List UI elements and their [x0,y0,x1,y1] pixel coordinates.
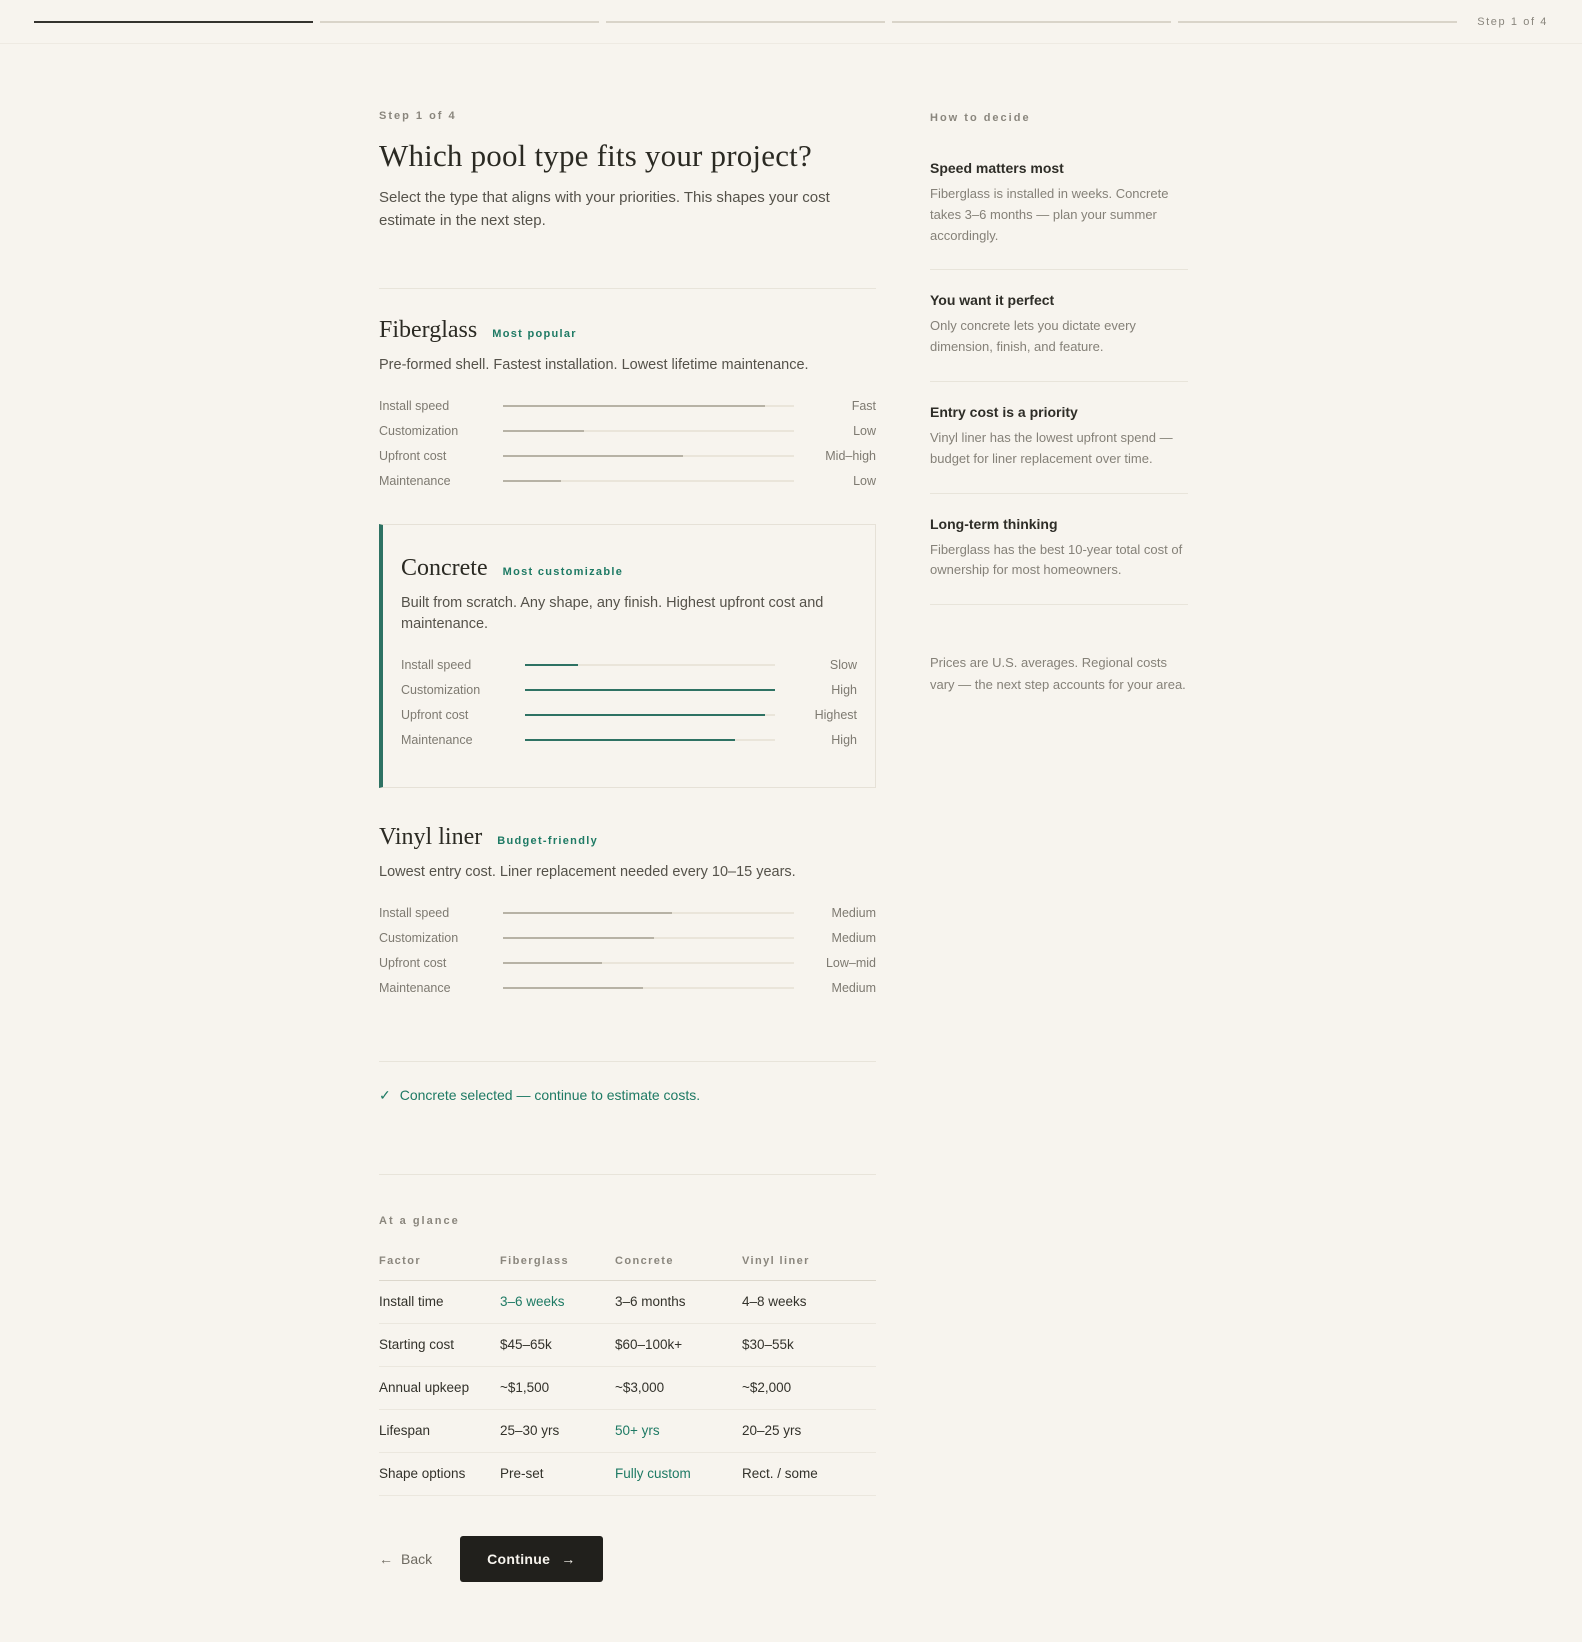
back-button-label: Back [401,1551,433,1568]
table-cell: ~$2,000 [742,1367,876,1410]
metric-value: Medium [831,981,876,996]
metric-track [503,455,794,457]
metric-row [379,449,876,463]
table-cell: $60–100k+ [615,1324,742,1367]
sidebar-tip-title: Long-term thinking [930,515,1058,532]
continue-arrow-icon: → [561,1551,576,1568]
selection-status [379,1061,876,1104]
metric-label: Upfront cost [379,956,447,971]
metric-row [379,931,876,945]
column-header-concrete: Concrete [615,1255,742,1281]
step-label: Step 1 of 4 [379,110,457,122]
metric-fill [503,405,765,407]
comparison-table [379,1255,876,1496]
how-to-decide-sidebar [930,110,1188,695]
top-progress-bar [0,0,1582,44]
metric-value: Low [853,474,876,489]
page-subtitle: Select the type that aligns with your priorities. This shapes your cost estimate in the next step. [379,189,830,229]
metric-row [379,424,876,438]
metric-label: Install speed [379,399,450,414]
metric-row [401,733,857,747]
table-cell-factor: Shape options [379,1453,500,1496]
option-header [379,317,876,344]
table-row [379,1453,876,1496]
metric-value: High [831,733,857,748]
table-cell: ~$1,500 [500,1367,615,1410]
sidebar-tip [930,494,1188,606]
metric-label: Customization [379,931,459,946]
metric-track [503,405,794,407]
metric-label: Maintenance [401,733,473,748]
metric-fill [525,689,775,691]
continue-button[interactable] [460,1536,602,1582]
sidebar-tip [930,138,1188,270]
metric-fill [525,739,735,741]
metric-value: Low [853,424,876,439]
pool-option-fiberglass[interactable] [379,288,876,488]
page-title: Which pool type fits your project? [379,138,812,173]
column-header-fiberglass: Fiberglass [500,1255,615,1281]
metric-track [525,714,775,716]
progress-segment [892,21,1171,23]
table-cell-factor: Annual upkeep [379,1367,500,1410]
progress-segment [606,21,885,23]
metric-fill [503,912,672,914]
metric-row [379,981,876,995]
column-header-factor: Factor [379,1255,500,1281]
sidebar-tip-title: Entry cost is a priority [930,403,1078,420]
sidebar-tip [930,270,1188,382]
option-metrics [379,906,876,995]
metric-row [379,474,876,488]
topbar-step-indicator: Step 1 of 4 [1477,15,1548,28]
table-cell: Fully custom [615,1453,742,1496]
progress-segment [320,21,599,23]
sidebar-tip-title: You want it perfect [930,292,1055,309]
table-cell: 3–6 months [615,1281,742,1324]
metric-fill [503,937,654,939]
wizard-actions [379,1536,876,1582]
option-title: Vinyl liner [379,824,483,851]
table-cell: $45–65k [500,1324,615,1367]
metric-fill [503,987,643,989]
table-row [379,1281,876,1324]
table-row [379,1410,876,1453]
check-icon: ✓ [379,1087,391,1104]
table-cell: 4–8 weeks [742,1281,876,1324]
metric-row [401,658,857,672]
metric-track [525,664,775,666]
metric-fill [525,714,765,716]
option-title: Concrete [401,555,488,582]
metric-fill [503,455,683,457]
metric-label: Install speed [401,658,472,673]
metric-row [401,708,857,722]
table-cell: $30–55k [742,1324,876,1367]
metric-row [379,956,876,970]
table-cell-factor: Lifespan [379,1410,500,1453]
table-cell: Pre-set [500,1453,615,1496]
table-cell: Rect. / some [742,1453,876,1496]
metric-value: Mid–high [825,449,876,464]
metric-track [503,987,794,989]
column-header-vinyl-liner: Vinyl liner [742,1255,876,1281]
table-body [379,1281,876,1496]
continue-button-label: Continue [487,1551,551,1568]
sidebar-tips [930,138,1188,605]
metric-label: Maintenance [379,981,451,996]
metric-track [503,480,794,482]
option-description: Pre-formed shell. Fastest installation. Lowest lifetime maintenance. [379,357,809,373]
option-title: Fiberglass [379,317,478,343]
metric-row [379,399,876,413]
metric-label: Customization [379,424,459,439]
metric-label: Maintenance [379,474,451,489]
metric-fill [503,962,602,964]
table-cell: 25–30 yrs [500,1410,615,1453]
option-badge: Most popular [492,328,577,340]
option-description: Built from scratch. Any shape, any finish. Highest upfront cost and maintenance. [401,595,824,633]
metric-track [525,739,775,741]
progress-segment [1178,21,1457,23]
pool-option-vinyl-liner[interactable] [379,824,876,995]
table-row [379,1367,876,1410]
table-cell-factor: Install time [379,1281,500,1324]
option-metrics [379,399,876,488]
metric-fill [503,480,561,482]
option-metrics [401,658,857,747]
metric-track [503,937,794,939]
sidebar-title: How to decide [930,112,1031,124]
sidebar-tip-title: Speed matters most [930,160,1064,176]
metric-track [503,912,794,914]
table-cell: 3–6 weeks [500,1281,615,1324]
progress-segments [34,21,1457,23]
back-arrow-icon: ← [379,1551,393,1568]
back-button[interactable] [379,1551,432,1567]
at-a-glance-section [379,1174,876,1496]
metric-value: High [831,683,857,698]
metric-row [379,906,876,920]
sidebar-tip [930,382,1188,494]
metric-value: Fast [851,399,876,414]
table-header-row [379,1255,876,1281]
main-content [379,110,876,1582]
metric-row [401,683,857,697]
pool-option-concrete[interactable] [379,524,876,788]
sidebar-footnote: Prices are U.S. averages. Regional costs vary — the next step accounts for your area. [930,655,1186,692]
metric-fill [503,430,584,432]
metric-label: Upfront cost [401,708,469,723]
metric-value: Medium [831,931,876,946]
table-row [379,1324,876,1367]
metric-label: Upfront cost [379,449,447,464]
table-cell: 20–25 yrs [742,1410,876,1453]
page-layout [0,44,1582,1642]
metric-track [525,689,775,691]
progress-segment [34,21,313,23]
option-description: Lowest entry cost. Liner replacement needed every 10–15 years. [379,864,796,881]
sidebar-tip-body: Only concrete lets you dictate every dimension, finish, and feature. [930,318,1136,355]
metric-fill [525,664,578,666]
metric-track [503,962,794,964]
sidebar-tip-body: Fiberglass is installed in weeks. Concrete takes 3–6 months — plan your summer accordingly. [930,186,1169,243]
option-badge: Budget-friendly [497,835,598,848]
metric-value: Highest [814,708,857,723]
metric-value: Slow [829,658,857,673]
option-header [401,555,857,582]
metric-value: Medium [831,906,876,921]
table-cell: ~$3,000 [615,1367,742,1410]
option-header [379,824,876,851]
option-badge: Most customizable [502,566,624,579]
table-cell: 50+ yrs [615,1410,742,1453]
table-cell-factor: Starting cost [379,1324,500,1367]
selection-status-text: Concrete selected — continue to estimate costs. [399,1087,701,1104]
sidebar-tip-body: Vinyl liner has the lowest upfront spend — budget for liner replacement over time. [930,429,1173,466]
metric-track [503,430,794,432]
at-a-glance-label: At a glance [379,1215,460,1228]
sidebar-tip-body: Fiberglass has the best 10-year total cost of ownership for most homeowners. [930,541,1183,578]
metric-label: Customization [401,683,481,698]
metric-label: Install speed [379,906,450,921]
metric-value: Low–mid [825,956,876,971]
